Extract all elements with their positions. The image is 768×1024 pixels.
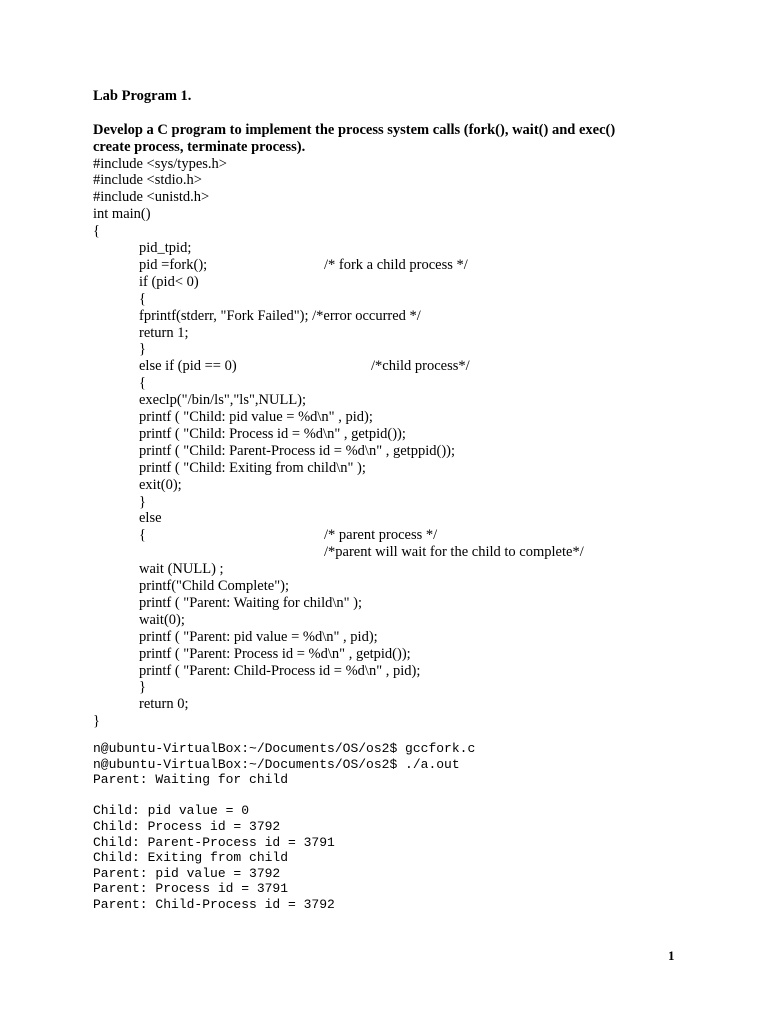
code-line: printf ( "Parent: pid value = %d\n" , pid); — [139, 628, 378, 645]
code-line: else if (pid == 0) — [139, 358, 237, 375]
code-line: pid_tpid; — [139, 240, 192, 256]
code-comment: /* fork a child process */ — [324, 256, 468, 273]
code-line: int main() — [93, 206, 151, 223]
code-line: printf ( "Child: Parent-Process id = %d\n" , getppid()); — [139, 442, 456, 459]
code-line: fprintf(stderr, "Fork Failed"); /*error occurred */ — [139, 307, 421, 324]
terminal-line: Parent: Waiting for child — [93, 772, 289, 788]
code-line: printf ( "Parent: Process id = %d\n" , getpid()); — [139, 645, 411, 662]
code-line: wait(0); — [139, 611, 185, 628]
code-line: } — [93, 713, 100, 730]
terminal-line: n@ubuntu-VirtualBox:~/Documents/OS/os2$ ./a.out — [93, 756, 460, 772]
code-line: return 1; — [139, 324, 189, 341]
code-line: printf ( "Child: Process id = %d\n" , getpid()); — [139, 425, 406, 442]
terminal-line: n@ubuntu-VirtualBox:~/Documents/OS/os2$ gccfork.c — [93, 741, 476, 756]
terminal-line: Child: Process id = 3792 — [93, 819, 281, 834]
code-comment: /*parent will wait for the child to complete*/ — [324, 544, 584, 561]
code-line: else — [139, 510, 162, 527]
code-line: } — [139, 341, 146, 358]
code-line: wait (NULL) ; — [139, 561, 224, 578]
terminal-line: Child: Parent-Process id = 3791 — [93, 834, 335, 850]
code-line: { — [93, 223, 100, 240]
code-line: } — [139, 493, 146, 510]
code-line: printf("Child Complete"); — [139, 578, 289, 594]
code-line: { — [139, 375, 146, 392]
code-line: execlp("/bin/ls","ls",NULL); — [139, 392, 307, 409]
code-line: if (pid< 0) — [139, 273, 199, 290]
terminal-line: Child: pid value = 0 — [93, 803, 250, 819]
code-comment: /* parent process */ — [324, 527, 438, 544]
code-line: printf ( "Parent: Child-Process id = %d\n" , pid); — [139, 662, 421, 679]
code-line: return 0; — [139, 696, 189, 713]
code-line: #include <sys/types.h> — [93, 155, 227, 172]
code-line: } — [139, 679, 146, 696]
terminal-line: Parent: Child-Process id = 3792 — [93, 897, 335, 912]
terminal-line: Parent: pid value = 3792 — [93, 865, 281, 881]
code-line: { — [139, 290, 146, 307]
code-line: pid =fork(); — [139, 256, 208, 273]
terminal-line: Parent: Process id = 3791 — [93, 881, 289, 897]
code-line: #include <unistd.h> — [93, 189, 210, 206]
code-line: printf ( "Child: Exiting from child\n" ); — [139, 459, 366, 476]
task-heading-line-2: create process, terminate process). — [93, 139, 306, 155]
terminal-line: Child: Exiting from child — [93, 850, 289, 866]
code-line: printf ( "Child: pid value = %d\n" , pid); — [139, 409, 373, 425]
code-line: { — [139, 527, 146, 544]
code-line: #include <stdio.h> — [93, 172, 202, 189]
page-number: 1 — [668, 948, 675, 963]
task-heading-line-1: Develop a C program to implement the process system calls (fork(), wait() and exec() — [93, 122, 616, 138]
code-line: exit(0); — [139, 476, 182, 493]
lab-title: Lab Program 1. — [93, 88, 192, 104]
code-line: printf ( "Parent: Waiting for child\n" ); — [139, 594, 363, 611]
code-comment: /*child process*/ — [371, 358, 470, 375]
